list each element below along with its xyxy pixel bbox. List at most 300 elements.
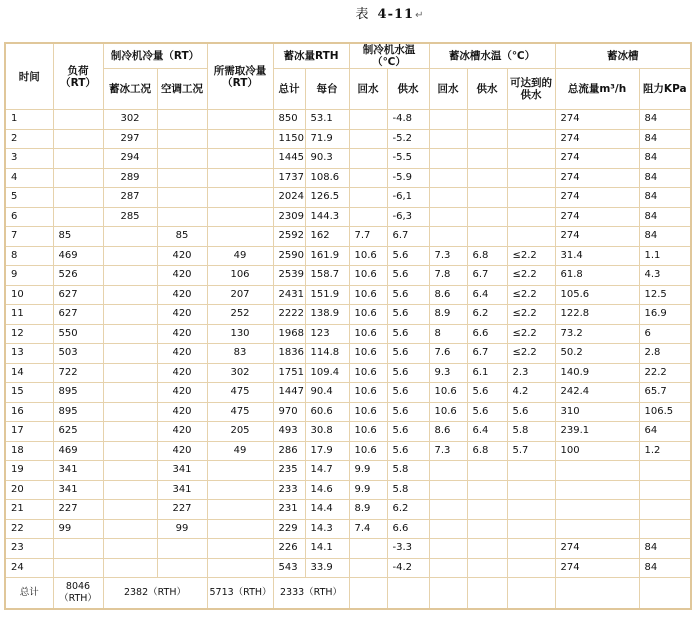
cell-chiller-return: [349, 539, 387, 559]
cell-tank-return: 7.3: [429, 441, 467, 461]
cell-chiller-return: [349, 129, 387, 149]
cell-ice-storage-mode: [103, 558, 157, 578]
cell-ac-mode: [157, 168, 207, 188]
cell-ice-per-unit: 144.3: [305, 207, 349, 227]
cell-chiller-supply: -5.5: [387, 149, 429, 169]
cell-ac-mode: [157, 110, 207, 130]
cell-load: 550: [53, 324, 103, 344]
cell-load: [53, 168, 103, 188]
cell-chiller-return: 10.6: [349, 344, 387, 364]
cell-ice-per-unit: 60.6: [305, 402, 349, 422]
cell-achievable-supply: [507, 480, 555, 500]
cell-tank-supply: 6.8: [467, 246, 507, 266]
cell-achievable-supply: ≤2.2: [507, 266, 555, 286]
table-row: [5, 246, 691, 266]
cell-chiller-supply: 5.6: [387, 383, 429, 403]
cell-tank-return: [429, 227, 467, 247]
cell-time: 12: [5, 324, 53, 344]
cell-chiller-return: 8.9: [349, 500, 387, 520]
cell-tank-supply: [467, 188, 507, 208]
cell-ice-storage-mode: [103, 266, 157, 286]
cell-ac-mode: 420: [157, 246, 207, 266]
cell-ac-mode: 341: [157, 461, 207, 481]
cell-ice-per-unit: 123: [305, 324, 349, 344]
cell-ice-total: 2024: [273, 188, 305, 208]
cell-achievable-supply: 4.2: [507, 383, 555, 403]
cell-tank-supply: [467, 519, 507, 539]
cell-achievable-supply: [507, 539, 555, 559]
header-ice-storage-rth: 蓄冰量RTH: [273, 43, 349, 69]
cell-load: [53, 149, 103, 169]
cell-ice-storage-mode: [103, 422, 157, 442]
cell-resistance: [639, 480, 691, 500]
cell-tank-return: [429, 539, 467, 559]
cell-ice-per-unit: 14.1: [305, 539, 349, 559]
cell-ice-storage-mode: [103, 285, 157, 305]
cell-ice-storage-mode: [103, 227, 157, 247]
table-row: [5, 344, 691, 364]
cell-ice-total: 226: [273, 539, 305, 559]
cell-ice-per-unit: 90.3: [305, 149, 349, 169]
cell-achievable-supply: 5.7: [507, 441, 555, 461]
cell-achievable-supply: [507, 168, 555, 188]
totals-load: 8046（RTH）: [53, 578, 103, 610]
cell-ice-per-unit: 14.4: [305, 500, 349, 520]
cell-ice-storage-mode: [103, 539, 157, 559]
table-caption: [0, 3, 694, 22]
cell-chiller-supply: 5.6: [387, 246, 429, 266]
cell-required-cooling: 130: [207, 324, 273, 344]
cell-load: 503: [53, 344, 103, 364]
header-row-sub: [5, 69, 691, 110]
cell-time: 19: [5, 461, 53, 481]
cell-ac-mode: 420: [157, 266, 207, 286]
cell-chiller-supply: 5.6: [387, 305, 429, 325]
table-row: [5, 324, 691, 344]
header-ice-tank: 蓄冰槽: [555, 43, 691, 69]
cell-load: 469: [53, 246, 103, 266]
cell-chiller-return: 10.6: [349, 246, 387, 266]
cell-chiller-return: 10.6: [349, 422, 387, 442]
cell-ice-storage-mode: [103, 305, 157, 325]
cell-ice-storage-mode: [103, 246, 157, 266]
cell-achievable-supply: ≤2.2: [507, 246, 555, 266]
cell-ice-storage-mode: 302: [103, 110, 157, 130]
cell-chiller-return: 9.9: [349, 461, 387, 481]
table-row: [5, 207, 691, 227]
cell-chiller-return: 10.6: [349, 266, 387, 286]
cell-total-flow: 31.4: [555, 246, 639, 266]
cell-ice-per-unit: 161.9: [305, 246, 349, 266]
cell-load: [53, 207, 103, 227]
cell-achievable-supply: ≤2.2: [507, 324, 555, 344]
cell-resistance: 4.3: [639, 266, 691, 286]
cell-ice-storage-mode: 294: [103, 149, 157, 169]
cell-resistance: [639, 461, 691, 481]
cell-resistance: 22.2: [639, 363, 691, 383]
cell-ice-per-unit: 109.4: [305, 363, 349, 383]
cell-resistance: 1.1: [639, 246, 691, 266]
cell-tank-supply: 6.1: [467, 363, 507, 383]
table-row: [5, 519, 691, 539]
cell-required-cooling: 475: [207, 402, 273, 422]
cell-tank-return: [429, 168, 467, 188]
cell-required-cooling: 83: [207, 344, 273, 364]
cell-load: 469: [53, 441, 103, 461]
cell-resistance: 84: [639, 188, 691, 208]
table-row: [5, 305, 691, 325]
cell-achievable-supply: [507, 558, 555, 578]
cell-load: 341: [53, 480, 103, 500]
cell-tank-supply: [467, 480, 507, 500]
header-supply-water: 供水: [387, 69, 429, 110]
cell-load: 85: [53, 227, 103, 247]
header-tank-water-temp: 蓄冰槽水温（℃）: [429, 43, 555, 69]
cell-tank-return: 7.8: [429, 266, 467, 286]
cell-ice-storage-mode: [103, 402, 157, 422]
cell-ac-mode: 420: [157, 383, 207, 403]
cell-total-flow: 274: [555, 188, 639, 208]
cell-chiller-supply: 5.8: [387, 480, 429, 500]
totals-required: 2333（RTH）: [273, 578, 349, 610]
cell-achievable-supply: 2.3: [507, 363, 555, 383]
header-total: 总计: [273, 69, 305, 110]
cell-resistance: 84: [639, 129, 691, 149]
cell-total-flow: 274: [555, 558, 639, 578]
cell-chiller-supply: -4.2: [387, 558, 429, 578]
table-row: [5, 539, 691, 559]
cell-ice-total: 235: [273, 461, 305, 481]
cell-total-flow: 61.8: [555, 266, 639, 286]
totals-ac: 5713（RTH）: [207, 578, 273, 610]
cell-resistance: 84: [639, 207, 691, 227]
cell-total-flow: 274: [555, 207, 639, 227]
cell-ice-total: 1447: [273, 383, 305, 403]
cell-tank-supply: [467, 110, 507, 130]
cell-tank-return: [429, 558, 467, 578]
cell-required-cooling: [207, 227, 273, 247]
cell-chiller-return: 10.6: [349, 363, 387, 383]
cell-tank-supply: [467, 207, 507, 227]
cell-time: 24: [5, 558, 53, 578]
cell-chiller-supply: 5.6: [387, 324, 429, 344]
cell-load: 722: [53, 363, 103, 383]
cell-time: 2: [5, 129, 53, 149]
totals-row: [5, 578, 691, 610]
cell-time: 7: [5, 227, 53, 247]
cell-total-flow: 274: [555, 168, 639, 188]
cell-chiller-return: 7.7: [349, 227, 387, 247]
cell-resistance: 2.8: [639, 344, 691, 364]
header-required-cooling: 所需取冷量（RT）: [207, 43, 273, 110]
cell-ice-total: 2539: [273, 266, 305, 286]
cell-load: 627: [53, 285, 103, 305]
cell-tank-return: 7.6: [429, 344, 467, 364]
cell-time: 1: [5, 110, 53, 130]
cell-tank-return: 9.3: [429, 363, 467, 383]
cell-required-cooling: [207, 500, 273, 520]
table-row: [5, 558, 691, 578]
cell-chiller-return: 10.6: [349, 285, 387, 305]
cell-chiller-return: 7.4: [349, 519, 387, 539]
cell-total-flow: [555, 519, 639, 539]
cell-load: [53, 539, 103, 559]
cell-ice-total: 543: [273, 558, 305, 578]
cell-ice-per-unit: 151.9: [305, 285, 349, 305]
cell-resistance: 12.5: [639, 285, 691, 305]
totals-label: 总计: [5, 578, 53, 610]
cell-total-flow: 274: [555, 149, 639, 169]
cell-ice-storage-mode: [103, 363, 157, 383]
caption-label: 表: [355, 7, 370, 22]
cell-resistance: [639, 519, 691, 539]
table-row: [5, 227, 691, 247]
cell-ac-mode: 420: [157, 441, 207, 461]
cell-ice-storage-mode: [103, 441, 157, 461]
cell-ice-per-unit: 14.7: [305, 461, 349, 481]
cell-ice-total: 850: [273, 110, 305, 130]
cell-chiller-return: [349, 149, 387, 169]
cell-ice-total: 1836: [273, 344, 305, 364]
cell-total-flow: 274: [555, 129, 639, 149]
cell-required-cooling: [207, 558, 273, 578]
table-row: [5, 500, 691, 520]
cell-ice-total: 233: [273, 480, 305, 500]
cell-load: [53, 558, 103, 578]
cell-tank-supply: 6.4: [467, 285, 507, 305]
cell-required-cooling: 49: [207, 441, 273, 461]
cell-time: 22: [5, 519, 53, 539]
cell-chiller-return: [349, 558, 387, 578]
cell-chiller-supply: 5.6: [387, 285, 429, 305]
cell-load: 625: [53, 422, 103, 442]
header-per-unit: 每台: [305, 69, 349, 110]
cell-chiller-supply: 5.6: [387, 441, 429, 461]
cell-tank-return: 7.3: [429, 246, 467, 266]
header-chiller-water-temp: 制冷机水温（℃）: [349, 43, 429, 69]
cell-chiller-supply: -4.8: [387, 110, 429, 130]
cell-tank-return: 8.6: [429, 422, 467, 442]
cell-ac-mode: 420: [157, 285, 207, 305]
cell-ac-mode: 420: [157, 324, 207, 344]
header-total-flow: 总流量m³/h: [555, 69, 639, 110]
cell-chiller-supply: 5.6: [387, 422, 429, 442]
cell-achievable-supply: [507, 149, 555, 169]
cell-chiller-return: [349, 188, 387, 208]
cell-tank-supply: 6.8: [467, 441, 507, 461]
header-row-top: [5, 43, 691, 69]
cell-tank-return: [429, 129, 467, 149]
cell-chiller-return: 10.6: [349, 305, 387, 325]
cell-achievable-supply: [507, 461, 555, 481]
cell-chiller-return: [349, 110, 387, 130]
cell-resistance: 84: [639, 227, 691, 247]
cell-ac-mode: 420: [157, 344, 207, 364]
table-row: [5, 383, 691, 403]
cell-resistance: 84: [639, 149, 691, 169]
table-row: [5, 129, 691, 149]
cell-load: [53, 188, 103, 208]
cell-tank-supply: [467, 500, 507, 520]
cell-tank-supply: [467, 539, 507, 559]
cell-ac-mode: [157, 558, 207, 578]
cell-ice-storage-mode: [103, 461, 157, 481]
cell-required-cooling: [207, 480, 273, 500]
cell-chiller-return: [349, 207, 387, 227]
cell-required-cooling: 302: [207, 363, 273, 383]
cell-tank-supply: [467, 461, 507, 481]
table-row: [5, 441, 691, 461]
cell-ice-storage-mode: [103, 383, 157, 403]
cell-ac-mode: 99: [157, 519, 207, 539]
cell-required-cooling: 205: [207, 422, 273, 442]
cell-load: 227: [53, 500, 103, 520]
cell-ice-total: 229: [273, 519, 305, 539]
cell-ice-total: 2592: [273, 227, 305, 247]
cell-ac-mode: 420: [157, 402, 207, 422]
table-row: [5, 422, 691, 442]
cell-ac-mode: 341: [157, 480, 207, 500]
cell-time: 9: [5, 266, 53, 286]
cell-chiller-supply: -6,3: [387, 207, 429, 227]
cell-required-cooling: [207, 129, 273, 149]
cell-time: 3: [5, 149, 53, 169]
cell-ice-total: 1751: [273, 363, 305, 383]
cell-ac-mode: [157, 188, 207, 208]
cell-tank-supply: 6.2: [467, 305, 507, 325]
cell-resistance: 6: [639, 324, 691, 344]
cell-resistance: 64: [639, 422, 691, 442]
cell-resistance: 16.9: [639, 305, 691, 325]
table-body: [5, 110, 691, 578]
cell-load: 526: [53, 266, 103, 286]
table-row: [5, 188, 691, 208]
cell-ac-mode: 227: [157, 500, 207, 520]
cell-ac-mode: 420: [157, 422, 207, 442]
cell-required-cooling: 106: [207, 266, 273, 286]
cell-ac-mode: [157, 149, 207, 169]
header-resistance: 阻力KPa: [639, 69, 691, 110]
cell-tank-supply: 5.6: [467, 383, 507, 403]
cell-time: 8: [5, 246, 53, 266]
cell-tank-supply: [467, 149, 507, 169]
cell-ice-per-unit: 162: [305, 227, 349, 247]
cell-load: 99: [53, 519, 103, 539]
cell-ice-per-unit: 14.3: [305, 519, 349, 539]
cell-total-flow: 310: [555, 402, 639, 422]
cell-required-cooling: [207, 149, 273, 169]
cell-ac-mode: [157, 207, 207, 227]
cell-resistance: 106.5: [639, 402, 691, 422]
cell-ice-total: 1737: [273, 168, 305, 188]
cell-required-cooling: [207, 461, 273, 481]
cell-chiller-return: 10.6: [349, 383, 387, 403]
cell-ice-per-unit: 126.5: [305, 188, 349, 208]
table-row: [5, 285, 691, 305]
caption-number: 4-11: [377, 7, 415, 22]
cell-required-cooling: 475: [207, 383, 273, 403]
cell-ice-storage-mode: [103, 344, 157, 364]
cell-tank-return: [429, 188, 467, 208]
cell-total-flow: 274: [555, 110, 639, 130]
table-row: [5, 363, 691, 383]
cell-ice-storage-mode: 287: [103, 188, 157, 208]
cell-time: 6: [5, 207, 53, 227]
header-tank-supply: 供水: [467, 69, 507, 110]
totals-ice-storage: 2382（RTH）: [103, 578, 207, 610]
cell-ice-total: 1445: [273, 149, 305, 169]
cell-tank-supply: [467, 558, 507, 578]
cell-required-cooling: [207, 168, 273, 188]
cell-ice-per-unit: 71.9: [305, 129, 349, 149]
table-row: [5, 480, 691, 500]
cell-chiller-supply: -5.2: [387, 129, 429, 149]
cell-time: 10: [5, 285, 53, 305]
cell-total-flow: 122.8: [555, 305, 639, 325]
table-row: [5, 149, 691, 169]
cell-resistance: 1.2: [639, 441, 691, 461]
cell-chiller-supply: 6.6: [387, 519, 429, 539]
cell-time: 15: [5, 383, 53, 403]
cell-ice-total: 2590: [273, 246, 305, 266]
cell-achievable-supply: [507, 519, 555, 539]
cell-achievable-supply: 5.8: [507, 422, 555, 442]
cell-total-flow: 242.4: [555, 383, 639, 403]
cell-ice-per-unit: 90.4: [305, 383, 349, 403]
cell-load: 341: [53, 461, 103, 481]
cell-ice-storage-mode: 285: [103, 207, 157, 227]
cell-ice-per-unit: 17.9: [305, 441, 349, 461]
cell-time: 11: [5, 305, 53, 325]
header-chiller-capacity: 制冷机冷量（RT）: [103, 43, 207, 69]
cell-achievable-supply: ≤2.2: [507, 285, 555, 305]
cell-ice-per-unit: 14.6: [305, 480, 349, 500]
cell-resistance: 84: [639, 558, 691, 578]
cell-time: 5: [5, 188, 53, 208]
cell-tank-return: [429, 519, 467, 539]
cell-required-cooling: [207, 110, 273, 130]
cell-achievable-supply: ≤2.2: [507, 344, 555, 364]
cell-ice-per-unit: 33.9: [305, 558, 349, 578]
cell-tank-supply: [467, 168, 507, 188]
cell-chiller-supply: -3.3: [387, 539, 429, 559]
cell-tank-return: [429, 110, 467, 130]
cell-ice-per-unit: 158.7: [305, 266, 349, 286]
cell-tank-return: 8: [429, 324, 467, 344]
cell-resistance: 84: [639, 110, 691, 130]
cell-time: 14: [5, 363, 53, 383]
cell-tank-return: [429, 500, 467, 520]
cell-tank-return: 8.6: [429, 285, 467, 305]
cell-ice-total: 286: [273, 441, 305, 461]
cell-ice-storage-mode: 297: [103, 129, 157, 149]
cell-chiller-supply: 5.8: [387, 461, 429, 481]
cell-total-flow: 274: [555, 539, 639, 559]
cell-ice-total: 1968: [273, 324, 305, 344]
cell-chiller-supply: -5.9: [387, 168, 429, 188]
cell-load: [53, 110, 103, 130]
cell-chiller-supply: 6.7: [387, 227, 429, 247]
cell-total-flow: 140.9: [555, 363, 639, 383]
cell-chiller-supply: -6,1: [387, 188, 429, 208]
cell-ice-storage-mode: [103, 500, 157, 520]
cell-tank-supply: [467, 129, 507, 149]
cell-tank-supply: 6.4: [467, 422, 507, 442]
cell-chiller-return: 9.9: [349, 480, 387, 500]
cell-chiller-supply: 5.6: [387, 402, 429, 422]
cell-tank-return: 8.9: [429, 305, 467, 325]
cell-tank-return: 10.6: [429, 402, 467, 422]
